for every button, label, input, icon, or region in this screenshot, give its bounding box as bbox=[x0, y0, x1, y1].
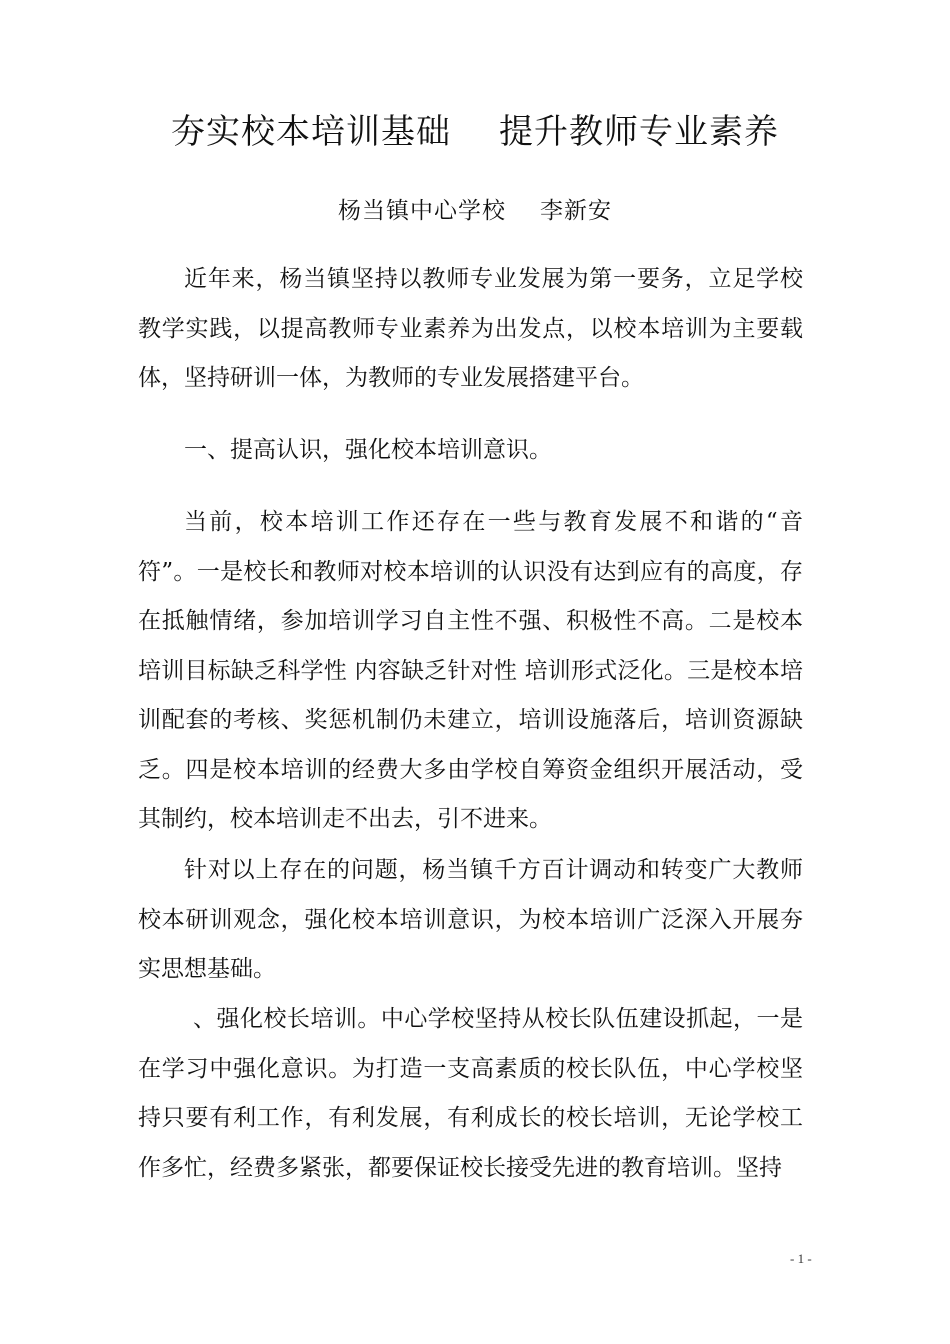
problems-paragraph: 当前，校本培训工作还存在一些与教育发展不和谐的“音符”。一是校长和教师对校本培训的认识没有达到应有的高度，存在抵触情绪，参加培训学习自主性不强、积极性不高。二是校本培训目标缺乏科学性 内容缺乏针对性 培训形式泛化。三是校本培训配套的考核、奖惩机制仍未建立，培训设施落后，培训资源缺乏。四是校本培训的经费大多由学校自筹资金组织开展活动，受其制约，校本培训走不出去，引不进来。 bbox=[138, 509, 803, 832]
principal-training-paragraph: 、强化校长培训。中心学校坚持从校长队伍建设抓起，一是在学习中强化意识。为打造一支高素质的校长队伍，中心学校坚持只要有利工作，有利发展，有利成长的校长培训，无论学校工作多忙，经费多紧张，都要保证校长接受先进的教育培训。坚持 bbox=[138, 1006, 803, 1181]
page-number: - 1 - bbox=[790, 1251, 812, 1266]
section-heading-1: 一、提高认识，强化校本培训意识。 bbox=[184, 437, 552, 463]
response-paragraph: 针对以上存在的问题，杨当镇千方百计调动和转变广大教师校本研训观念，强化校本培训意识，为校本培训广泛深入开展夯实思想基础。 bbox=[138, 857, 803, 982]
intro-paragraph: 近年来，杨当镇坚持以教师专业发展为第一要务，立足学校教学实践，以提高教师专业素养为出发点，以校本培训为主要载体，坚持研训一体，为教师的专业发展搭建平台。 bbox=[138, 266, 803, 391]
title-part-1: 夯实校本培训基础 bbox=[171, 112, 451, 152]
byline-author: 李新安 bbox=[540, 198, 612, 224]
byline bbox=[0, 192, 950, 225]
title-part-2: 提升教师专业素养 bbox=[499, 112, 779, 152]
byline-school: 杨当镇中心学校 bbox=[338, 198, 506, 224]
document-title bbox=[0, 104, 950, 153]
